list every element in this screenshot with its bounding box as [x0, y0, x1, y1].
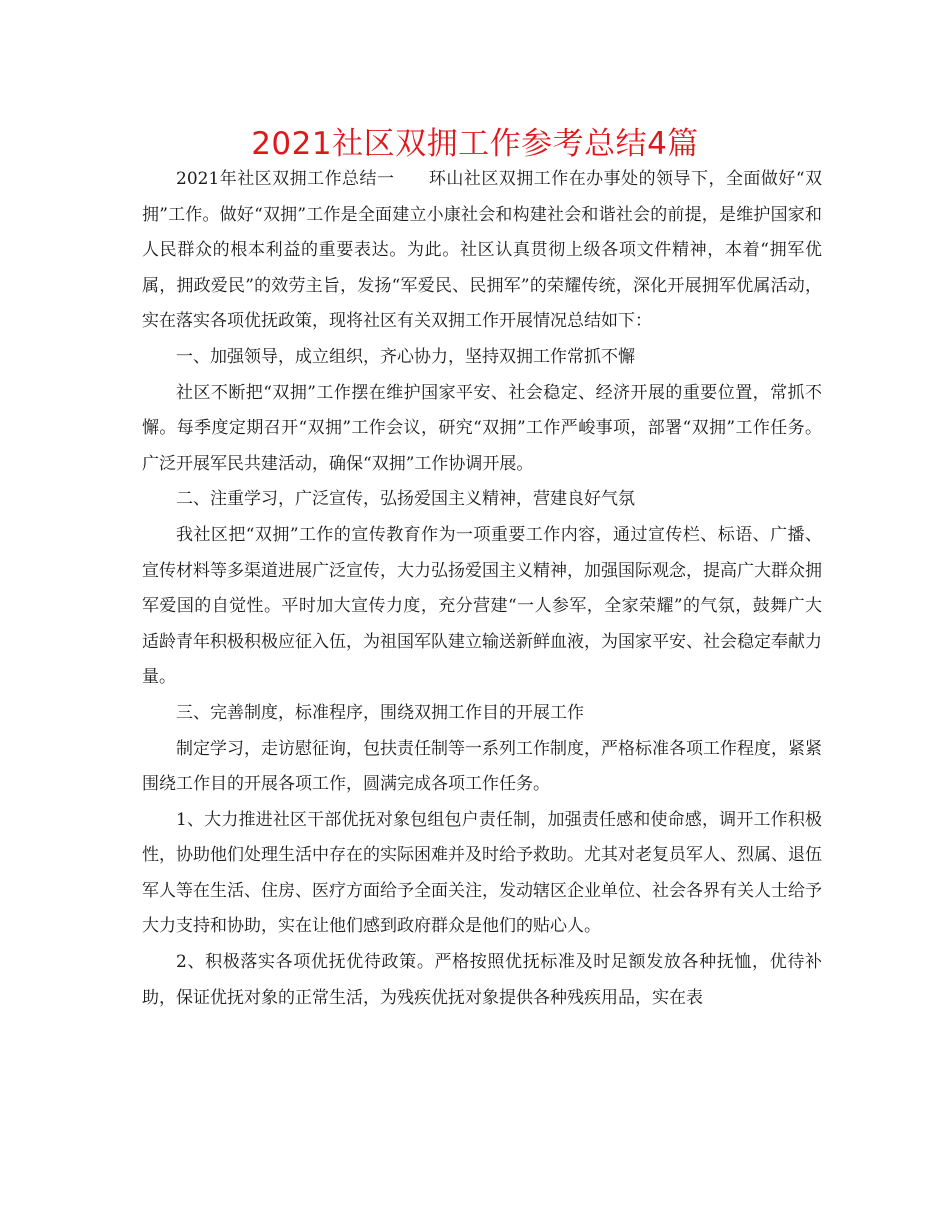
paragraph: 我社区把“双拥”工作的宣传教育作为一项重要工作内容，通过宣传栏、标语、广播、宣传材料等多渠道进展广泛宣传，大力弘扬爱国主义精神，加强国际观念，提高广大群众拥军爱国的自觉性。平时加大宣传力度，充分营建“一人参军，全家荣耀”的气氛，鼓舞广大适龄青年积极积极应征入伍，为祖国军队建立输送新鲜血液，为国家平安、社会稳定奉献力量。	[142, 524, 822, 688]
numbered-paragraph-2: 2、积极落实各项优抚优待政策。严格按照优抚标准及时足额发放各种抚恤，优待补助，保证优抚对象的正常生活，为残疾优抚对象提供各种残疾用品，实在表	[142, 952, 822, 1008]
intro-label: 2021年社区双拥工作总结一	[176, 169, 395, 189]
paragraph-text: 环山社区双拥工作在办事处的领导下，全面做好“双拥”工作。做好“双拥”工作是全面建立小康社会和构建社会和谐社会的前提，是维护国家和人民群众的根本利益的重要表达。为此。社区认真贯彻上级各项文件精神，本着“拥军优属，拥政爱民”的效劳主旨，发扬“军爱民、民拥军”的荣耀传统，深化开展拥军优属活动，实在落实各项优抚政策，现将社区有关双拥工作开展情况总结如下：	[142, 169, 822, 332]
document-title: 2021社区双拥工作参考总结4篇	[251, 126, 699, 162]
paragraph: 社区不断把“双拥”工作摆在维护国家平安、社会稳定、经济开展的重要位置，常抓不懈。每季度定期召开“双拥”工作会议，研究“双拥”工作严峻事项，部署“双拥”工作任务。广泛开展军民共建活动，确保“双拥”工作协调开展。	[142, 382, 822, 474]
numbered-paragraph-1: 1、大力推进社区干部优抚对象包组包户责任制，加强责任感和使命感，调开工作积极性，协助他们处理生活中存在的实际困难并及时给予救助。尤其对老复员军人、烈属、退伍军人等在生活、住房、医疗方面给予全面关注，发动辖区企业单位、社会各界有关人士给予大力支持和协助，实在让他们感到政府群众是他们的贴心人。	[142, 809, 822, 937]
section-heading-3: 三、完善制度，标准程序，围绕双拥工作目的开展工作	[176, 702, 584, 723]
section-heading-2: 二、注重学习，广泛宣传，弘扬爱国主义精神，营建良好气氛	[176, 489, 635, 510]
document-body	[142, 162, 822, 1016]
paragraph: 制定学习，走访慰征询，包扶责任制等一系列工作制度，严格标准各项工作程度，紧紧围绕工作目的开展各项工作，圆满完成各项工作任务。	[142, 738, 822, 795]
section-heading-1: 一、加强领导，成立组织，齐心协力，坚持双拥工作常抓不懈	[176, 346, 635, 367]
paragraph-intro	[142, 162, 822, 340]
